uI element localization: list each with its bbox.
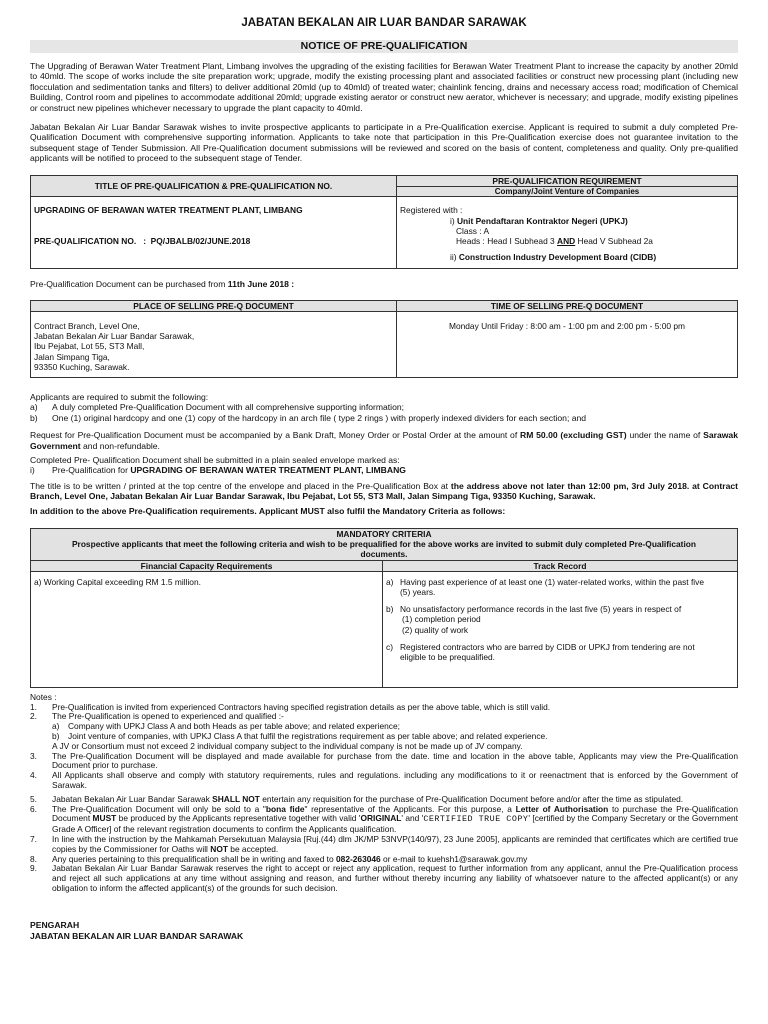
table1-col1-header: TITLE OF PRE-QUALIFICATION & PRE-QUALIFICATION NO. bbox=[31, 175, 397, 197]
submit-b-text: One (1) original hardcopy and one (1) copy of the hardcopy in an arch file ( type 2 rings ) with properly indexed dividers for each section; and bbox=[52, 412, 587, 423]
requirement-cidb bbox=[400, 252, 734, 262]
completed-line: Completed Pre- Qualification Document shall be submitted in a plain sealed envelope marked as: bbox=[30, 455, 400, 466]
note-3-num: 3. bbox=[30, 750, 37, 761]
request-pre: Request for Pre-Qualification Document must be accompanied by a Bank Draft, Money Order or Postal Order at the amount of bbox=[30, 430, 518, 441]
note-4-text: All Applicants shall observe and comply with statutory requirements, rules and regulations. including any modifications to it or reenactment that is enforced by the Government of Sarawak. bbox=[52, 770, 738, 791]
heads-post: Head V Subhead 2a bbox=[577, 235, 653, 246]
purchase-date: 11th June 2018 : bbox=[227, 279, 295, 290]
request-mid: under the name of bbox=[629, 430, 701, 441]
note-2-num: 2. bbox=[30, 711, 37, 722]
track-item-a bbox=[386, 577, 707, 597]
track-b1: (1) completion period bbox=[402, 614, 481, 625]
note-8-fax: 082-263046 bbox=[336, 853, 381, 864]
track-b-label: b) bbox=[386, 604, 394, 615]
financial-cell: a) Working Capital exceeding RM 1.5 million. bbox=[31, 571, 383, 687]
request-amount: RM 50.00 (excluding GST) bbox=[520, 430, 627, 441]
note-6-ctc: CERTIFIED TRUE COPY bbox=[423, 814, 529, 825]
completed-item-i bbox=[30, 465, 738, 475]
submit-item-b bbox=[30, 413, 738, 423]
selling-time-cell: Monday Until Friday : 8:00 am - 1:00 pm and 2:00 pm - 5:00 pm bbox=[448, 320, 685, 331]
selling-address-cell bbox=[31, 311, 397, 377]
intro-paragraph: The Upgrading of Berawan Water Treatment Plant, Limbang involves the upgrading of the existing facilities for Berawan Water Treatment Plant to increase the capacity by another 20mld to 40mld. The scope of works include the site preparation work; upgrade, modify the existing processing plant and associated facilities or construct new processing plant (including new flocculation and sedimentation tanks and filters) to deliver additional 20mld (up to 40mld) of treated water; chainlink fencing, drains and necessary access road; modification of Chemical Building, Control room and pipelines to accommodate additional 20mld; upgrade existing aerator or construct new aerator, whichever is necessary; and upgrade, modify existing pipelines or construct new pipelines whichever necessary to upgrade the plant capacity to 40mld. bbox=[30, 61, 738, 113]
submit-a-label: a) bbox=[30, 402, 38, 413]
notes-heading: Notes : bbox=[30, 691, 57, 702]
note-2-text: The Pre-Qualification is opened to experienced and qualified :- bbox=[52, 711, 284, 722]
note-5-pre: Jabatan Bekalan Air Luar Bandar Sarawak bbox=[52, 793, 210, 804]
prequal-number-line bbox=[34, 236, 393, 246]
submit-b-label: b) bbox=[30, 412, 38, 423]
note-6-loa: Letter of Authorisation bbox=[515, 803, 609, 814]
completed-i-label: i) bbox=[30, 465, 35, 476]
table1-title-cell bbox=[31, 197, 397, 269]
mandatory-criteria-table bbox=[30, 528, 738, 688]
note-2b-text: Joint venture of companies, with UPKJ Class A that fulfil the registrations requirement as per table above; and related experience. bbox=[68, 731, 548, 742]
note-7-num: 7. bbox=[30, 834, 37, 845]
mandatory-header: MANDATORY CRITERIA bbox=[31, 529, 738, 540]
note-6-d: be produced by the Applicants representative together with valid ' bbox=[118, 813, 361, 824]
note-6-must: MUST bbox=[92, 813, 117, 824]
signatory-title: PENGARAH bbox=[30, 919, 80, 930]
address-line: Jalan Simpang Tiga, bbox=[34, 351, 110, 362]
notice-title: NOTICE OF PRE-QUALIFICATION bbox=[30, 40, 738, 53]
address-line: Ibu Pejabat, Lot 55, ST3 Mall, bbox=[34, 341, 145, 352]
track-b-body bbox=[400, 604, 681, 635]
note-6-bona-fide: bona fide bbox=[265, 803, 305, 814]
track-b-text: No unsatisfactory performance records in the last five (5) years in respect of bbox=[400, 604, 682, 615]
submit-item-a bbox=[30, 402, 738, 412]
table1-col2-header: PRE-QUALIFICATION REQUIREMENT bbox=[397, 175, 738, 186]
requirement-class: Class : A bbox=[456, 225, 490, 236]
notes-section bbox=[30, 693, 738, 894]
table2-col1-header: PLACE OF SELLING PRE-Q DOCUMENT bbox=[31, 300, 397, 311]
note-6-f: ' [certified by the Company Secretary or the Government Grade A Officer] of the relevant registration documents to confirm the Applicants qualification. bbox=[52, 813, 738, 835]
requirement-ii-label: ii) bbox=[450, 252, 457, 263]
note-2a-label: a) bbox=[52, 721, 60, 732]
note-7-text bbox=[52, 835, 738, 855]
title-written-paragraph bbox=[30, 481, 738, 502]
purchase-line bbox=[30, 279, 738, 289]
note-6-e: ' and ' bbox=[401, 813, 424, 824]
note-1-num: 1. bbox=[30, 701, 37, 712]
note-4 bbox=[30, 771, 738, 791]
requirement-upkj-name: Unit Pendaftaran Kontraktor Negeri (UPKJ) bbox=[456, 215, 628, 226]
track-a-text: Having past experience of at least one (1) water-related works, within the past five (5) years. bbox=[400, 576, 704, 598]
prequal-number-label: PRE-QUALIFICATION NO. bbox=[34, 235, 137, 246]
note-6-b: " representative of the Applicants. For this purpose, a bbox=[304, 803, 512, 814]
note-6-num: 6. bbox=[30, 803, 37, 814]
request-paragraph bbox=[30, 430, 738, 451]
agency-heading: JABATAN BEKALAN AIR LUAR BANDAR SARAWAK bbox=[241, 17, 527, 29]
table1-col2-subheader: Company/Joint Venture of Companies bbox=[397, 186, 738, 197]
note-5-post: entertain any requisition for the purchase of Pre-Qualification Document before and/or after the time as stipulated. bbox=[262, 793, 684, 804]
prequal-number-sep: : bbox=[143, 235, 146, 246]
note-6-a: The Pre-Qualification Document will only be sold to a " bbox=[52, 803, 266, 814]
table1-requirements-cell bbox=[397, 197, 738, 269]
note-3 bbox=[30, 752, 738, 772]
note-4-num: 4. bbox=[30, 770, 37, 781]
track-c-label: c) bbox=[386, 641, 393, 652]
submit-intro: Applicants are required to submit the following: bbox=[30, 392, 209, 402]
note-5-bold: SHALL NOT bbox=[212, 793, 260, 804]
addition-line: In addition to the above Pre-Qualification requirements. Applicant MUST also fulfil the Mandatory Criteria as follows: bbox=[30, 505, 506, 516]
note-7-bold: NOT bbox=[210, 843, 228, 854]
request-name: Sarawak Government bbox=[30, 430, 738, 451]
purchase-pre: Pre-Qualification Document can be purchased from bbox=[30, 279, 226, 290]
note-7-pre: In line with the instruction by the Mahkamah Persekutuan Malaysia [Ruj.(44) dlm JK/MP 53NVP(140/97), 23 June 2005], applicants are reminded that certificates which are certified true copies by the Commissioner for Oaths will bbox=[52, 834, 738, 854]
note-6-text bbox=[52, 805, 738, 835]
submit-a-text: A duly completed Pre-Qualification Document with all comprehensive supporting information; bbox=[52, 402, 405, 413]
requirement-cidb-name: Construction Industry Development Board (CIDB) bbox=[458, 252, 657, 263]
project-title: UPGRADING OF BERAWAN WATER TREATMENT PLANT, LIMBANG bbox=[34, 205, 303, 216]
track-item-b bbox=[386, 604, 707, 635]
selling-table bbox=[30, 300, 738, 378]
track-item-c bbox=[386, 642, 707, 668]
note-9-num: 9. bbox=[30, 863, 37, 874]
title-written-pre: The title is to be written / printed at the top centre of the envelope and placed in the Pre-Qualification Box at bbox=[30, 480, 449, 491]
address-line: Jabatan Bekalan Air Luar Bandar Sarawak, bbox=[34, 331, 195, 342]
note-8-post: or e-mail to kuehsh1@sarawak.gov.my bbox=[383, 853, 528, 864]
heads-pre: Heads : Head I Subhead 3 bbox=[456, 235, 555, 246]
track-c-text: Registered contractors who are barred by CIDB or UPKJ from tendering are not eligible to be prequalified. bbox=[400, 641, 695, 663]
note-8-num: 8. bbox=[30, 853, 37, 864]
signature-block bbox=[30, 920, 738, 942]
note-6-original: ORIGINAL bbox=[360, 813, 402, 824]
note-2c-text: A JV or Consortium must not exceed 2 individual company subject to the individual company is not be made up of JV company. bbox=[52, 740, 523, 751]
track-record-header: Track Record bbox=[383, 560, 738, 571]
prequal-number: PQ/JBALB/02/JUNE.2018 bbox=[150, 235, 251, 246]
note-7 bbox=[30, 835, 738, 855]
note-2b-label: b) bbox=[52, 731, 60, 742]
note-7-post: be accepted. bbox=[230, 843, 279, 854]
prequal-requirements-table bbox=[30, 175, 738, 270]
requirement-i-label: i) bbox=[450, 215, 455, 226]
note-6-c: to purchase the Pre-Qualification Document bbox=[52, 803, 738, 824]
mandatory-subheader: Prospective applicants that meet the following criteria and wish to be prequalified for the above works are invited to submit duly completed Pre-Qualification documents. bbox=[31, 539, 738, 560]
address-line: Contract Branch, Level One, bbox=[34, 320, 140, 331]
completed-i-bold: UPGRADING OF BERAWAN WATER TREATMENT PLANT, LIMBANG bbox=[130, 465, 406, 476]
submit-section bbox=[30, 392, 738, 423]
note-6 bbox=[30, 805, 738, 835]
invitation-paragraph: Jabatan Bekalan Air Luar Bandar Sarawak wishes to invite prospective applicants to participate in a Pre-Qualification exercise. Applicant is required to submit a duly completed Pre-Qualification Document with comprehensive supporting information. Applicants to take note that participation in this Pre-Qualification exercise does not guarantee invitation to the subsequent stage of Tender Submission. All Pre-Qualification document submissions will be reviewed and scored on the basis of content, completeness and quality. Only pre-qualified applicants will be notified to proceed to the subsequent stage of Tender. bbox=[30, 122, 738, 164]
requirement-heads bbox=[400, 236, 734, 246]
request-post: and non-refundable. bbox=[83, 440, 160, 451]
title-written-address: at Contract Branch, Level One, Jabatan Bekalan Air Luar Bandar Sarawak, Ibu Pejabat, Lot 55, ST3 Mall, Jalan Simpang Tiga, 93350 Kuching, Sarawak. bbox=[30, 480, 738, 502]
note-1-text: Pre-Qualification is invited from experienced Contractors having specified registration details as per the above table, which is still valid. bbox=[52, 701, 551, 712]
registered-with: Registered with : bbox=[400, 205, 463, 216]
note-3-text: The Pre-Qualification Document will be displayed and made available for purchase from the date. time and location in the above table, Applicants may view the Pre-Qualification Document prior to purchase. bbox=[52, 750, 738, 771]
signatory-agency: JABATAN BEKALAN AIR LUAR BANDAR SARAWAK bbox=[30, 930, 244, 941]
heads-and: AND bbox=[557, 235, 576, 246]
address-line: 93350 Kuching, Sarawak. bbox=[34, 361, 130, 372]
completed-i-pre: Pre-Qualification for bbox=[52, 465, 128, 476]
completed-section bbox=[30, 455, 738, 476]
financial-header: Financial Capacity Requirements bbox=[31, 560, 383, 571]
note-5-num: 5. bbox=[30, 793, 37, 804]
track-b2: (2) quality of work bbox=[402, 624, 469, 635]
title-written-deadline: the address above not later than 12:00 pm, 3rd July 2018. bbox=[450, 480, 690, 491]
note-9-text: Jabatan Bekalan Air Luar Bandar Sarawak reserves the right to accept or reject any application, request to further information from any applicant, annul the Pre-Qualification process and reject all such applications at any time without assigning and reason, and further without thereby incurring any liability of whatsoever nature to the affected applicant(s) or any obligation to inform the affected applicant(s) of the grounds for such decision. bbox=[52, 863, 738, 894]
track-record-cell bbox=[383, 571, 738, 687]
note-9 bbox=[30, 864, 738, 893]
requirement-upkj bbox=[400, 216, 734, 226]
table2-col2-header: TIME OF SELLING PRE-Q DOCUMENT bbox=[397, 300, 738, 311]
completed-i-text bbox=[52, 465, 738, 475]
note-2a-text: Company with UPKJ Class A and both Heads as per table above; and related experience; bbox=[68, 721, 400, 732]
track-a-label: a) bbox=[386, 576, 394, 587]
note-8-pre: Any queries pertaining to this prequalification shall be in writing and faxed to bbox=[52, 853, 334, 864]
